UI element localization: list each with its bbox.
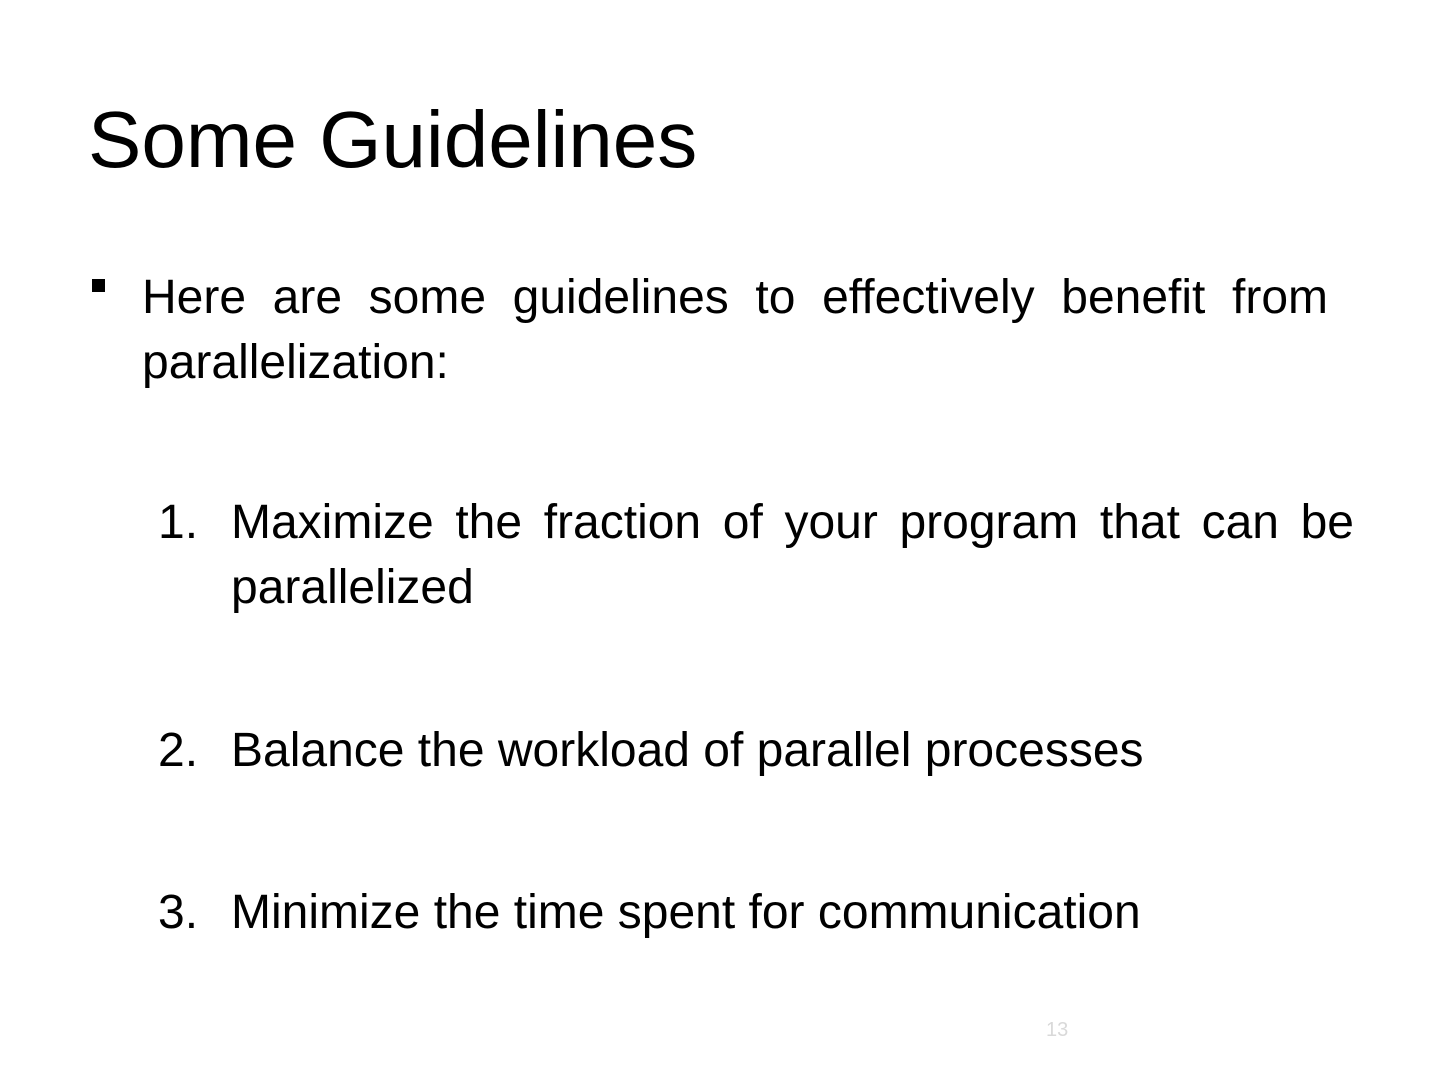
slide-number: 13 xyxy=(1046,1019,1069,1041)
list-item xyxy=(158,490,1354,620)
list-item-number: 1. xyxy=(158,496,199,549)
list-item-text: Balance the workload of parallel processes xyxy=(231,724,1144,777)
list-item-number: 2. xyxy=(158,724,199,777)
slide-title: Some Guidelines xyxy=(88,95,698,184)
list-item-text: Maximize the fraction of your program that can be parallelized xyxy=(231,496,1354,614)
square-bullet-icon xyxy=(92,279,105,292)
intro-bullet xyxy=(88,265,1328,395)
list-item-number: 3. xyxy=(158,886,199,939)
list-item xyxy=(158,718,1354,783)
list-item-text: Minimize the time spent for communication xyxy=(231,886,1141,939)
intro-bullet-text: Here are some guidelines to effectively benefit from parallelization: xyxy=(142,271,1328,389)
list-item xyxy=(158,880,1354,945)
